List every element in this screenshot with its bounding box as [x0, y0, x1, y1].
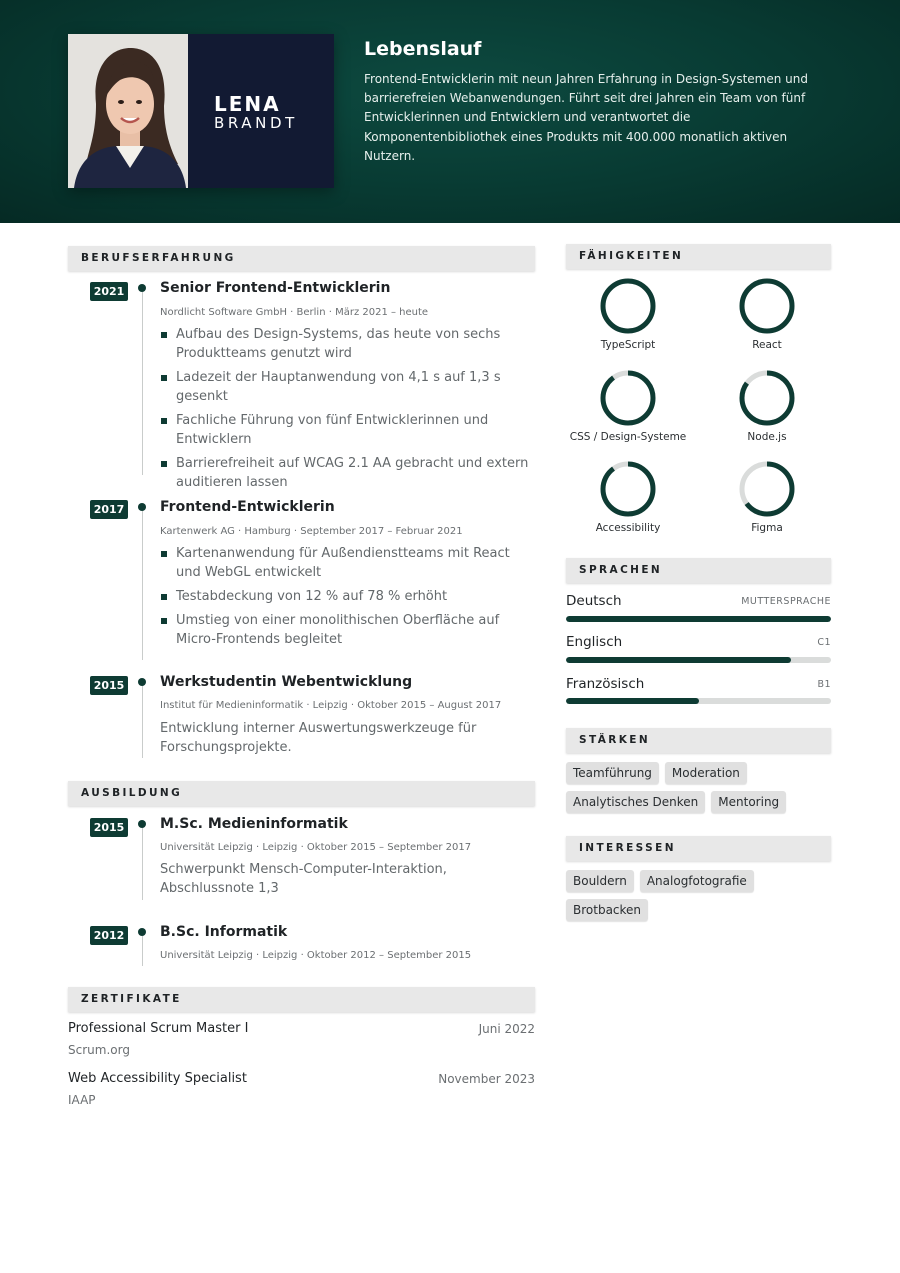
skill-label: CSS / Design-Systeme: [569, 431, 687, 443]
year-badge: 2015: [90, 676, 128, 695]
strength-tag: Mentoring: [711, 791, 786, 813]
skill-label: TypeScript: [600, 339, 656, 351]
skill-ring-fill: [603, 281, 653, 331]
language-bar: [566, 616, 831, 622]
language-bar: [566, 657, 831, 663]
interest-tag: Bouldern: [566, 870, 634, 892]
skill-ring-fill: [603, 373, 653, 423]
skill-item: [563, 278, 693, 351]
list-item: Barrierefreiheit auf WCAG 2.1 AA gebracht und extern auditieren lassen: [160, 455, 530, 493]
job-title: Werkstudentin Webentwicklung: [160, 674, 413, 690]
document-title: Lebenslauf: [364, 38, 482, 60]
section-heading-interests: INTERESSEN: [566, 836, 831, 861]
list-item: Testabdeckung von 12 % auf 78 % erhöht: [160, 588, 530, 607]
skill-item: [702, 370, 832, 443]
id-card: [68, 34, 334, 188]
timeline-dot: [138, 678, 146, 686]
language-name: Deutsch: [566, 593, 622, 609]
section-heading-strengths: STÄRKEN: [566, 728, 831, 753]
interest-tag: Analogfotografie: [640, 870, 754, 892]
skill-ring: [600, 278, 656, 334]
list-item: Kartenanwendung für Außendienstteams mit React und WebGL entwickelt: [160, 545, 530, 583]
job-description: Entwicklung interner Auswertungswerkzeuge für Forschungsprojekte.: [160, 721, 477, 755]
skill-ring: [600, 461, 656, 517]
list-item: Fachliche Führung von fünf Entwicklerinnen und Entwicklern: [160, 412, 530, 450]
job-meta: Institut für Medieninformatik · Leipzig · Oktober 2015 – August 2017: [160, 700, 502, 711]
skill-label: Figma: [751, 522, 783, 534]
skill-ring: [600, 370, 656, 426]
timeline-dot: [138, 820, 146, 828]
language-bar-fill: [566, 616, 831, 622]
year-badge: 2017: [90, 500, 128, 519]
skill-ring: [739, 370, 795, 426]
language-level: MUTTERSPRACHE: [741, 596, 831, 607]
skill-label: React: [752, 339, 782, 351]
list-item: Aufbau des Design-Systems, das heute von sechs Produktteams genutzt wird: [160, 326, 530, 364]
skill-ring-fill: [742, 281, 792, 331]
timeline-line: [142, 827, 143, 900]
certificate-issuer: IAAP: [68, 1093, 96, 1107]
language-bar-fill: [566, 657, 791, 663]
strengths-tags: [566, 762, 836, 813]
bullet-square-icon: [161, 375, 167, 381]
job-meta: Kartenwerk AG · Hamburg · September 2017 – Februar 2021: [160, 526, 463, 537]
portrait-photo: [68, 34, 188, 188]
section-heading-certificates: ZERTIFIKATE: [68, 987, 535, 1012]
degree-title: M.Sc. Medieninformatik: [160, 816, 348, 832]
language-name: Englisch: [566, 634, 623, 650]
job-title: Senior Frontend-Entwicklerin: [160, 280, 391, 296]
timeline-line: [142, 510, 143, 660]
certificate-name: Professional Scrum Master I: [68, 1021, 249, 1036]
strength-tag: Teamführung: [566, 762, 659, 784]
certificate-name: Web Accessibility Specialist: [68, 1071, 247, 1086]
year-badge: 2012: [90, 926, 128, 945]
language-bar: [566, 698, 831, 704]
strength-tag: Moderation: [665, 762, 747, 784]
certificate-date: Juni 2022: [478, 1022, 535, 1036]
degree-meta: Universität Leipzig · Leipzig · Oktober 2015 – September 2017: [160, 842, 472, 853]
list-item: Ladezeit der Hauptanwendung von 4,1 s auf 1,3 s gesenkt: [160, 369, 530, 407]
timeline-dot: [138, 284, 146, 292]
skill-item: [563, 461, 693, 534]
header: [0, 0, 900, 223]
timeline-dot: [138, 928, 146, 936]
first-name: LENA: [214, 92, 281, 116]
degree-meta: Universität Leipzig · Leipzig · Oktober 2012 – September 2015: [160, 950, 472, 961]
job-bullets: [160, 326, 530, 498]
certificate-date: November 2023: [438, 1072, 535, 1086]
language-bar-fill: [566, 698, 699, 704]
list-item: Umstieg von einer monolithischen Oberfläche auf Micro-Frontends begleitet: [160, 612, 530, 650]
bullet-square-icon: [161, 594, 167, 600]
language-level: B1: [817, 679, 831, 690]
timeline-dot: [138, 503, 146, 511]
interests-tags: [566, 870, 836, 921]
bullet-square-icon: [161, 418, 167, 424]
timeline-line: [142, 685, 143, 758]
year-badge: 2015: [90, 818, 128, 837]
skill-label: Node.js: [747, 431, 787, 443]
section-heading-skills: FÄHIGKEITEN: [566, 244, 831, 269]
skill-label: Accessibility: [595, 522, 661, 534]
timeline-line: [142, 292, 143, 475]
interest-tag: Brotbacken: [566, 899, 648, 921]
skill-item: [563, 370, 693, 443]
skill-ring: [739, 278, 795, 334]
bullet-square-icon: [161, 461, 167, 467]
job-title: Frontend-Entwicklerin: [160, 499, 335, 515]
skill-ring-fill: [603, 464, 653, 514]
job-bullets: [160, 545, 530, 655]
year-badge: 2021: [90, 282, 128, 301]
bullet-square-icon: [161, 618, 167, 624]
section-heading-languages: SPRACHEN: [566, 558, 831, 583]
strength-tag: Analytisches Denken: [566, 791, 705, 813]
timeline-line: [142, 936, 143, 966]
last-name: BRANDT: [214, 114, 298, 132]
profile-summary: Frontend-Entwicklerin mit neun Jahren Erfahrung in Design-Systemen und barrierefreien Webanwendungen. Führt seit drei Jahren ein Team von fünf Entwicklerinnen und Entwicklern und verantwortet die Komponentenbibliothek eines Produkts mit 400.000 monatlich aktiven Nutzern.: [364, 72, 808, 163]
section-heading-experience: BERUFSERFAHRUNG: [68, 246, 535, 271]
bullet-square-icon: [161, 332, 167, 338]
degree-title: B.Sc. Informatik: [160, 924, 288, 940]
degree-description: Schwerpunkt Mensch-Computer-Interaktion, Abschlussnote 1,3: [160, 862, 447, 896]
skill-item: [702, 461, 832, 534]
skill-ring: [739, 461, 795, 517]
language-level: C1: [817, 637, 831, 648]
certificate-issuer: Scrum.org: [68, 1043, 130, 1057]
bullet-square-icon: [161, 551, 167, 557]
section-heading-education: AUSBILDUNG: [68, 781, 535, 806]
job-meta: Nordlicht Software GmbH · Berlin · März 2021 – heute: [160, 307, 429, 318]
skill-item: [702, 278, 832, 351]
language-name: Französisch: [566, 676, 645, 692]
